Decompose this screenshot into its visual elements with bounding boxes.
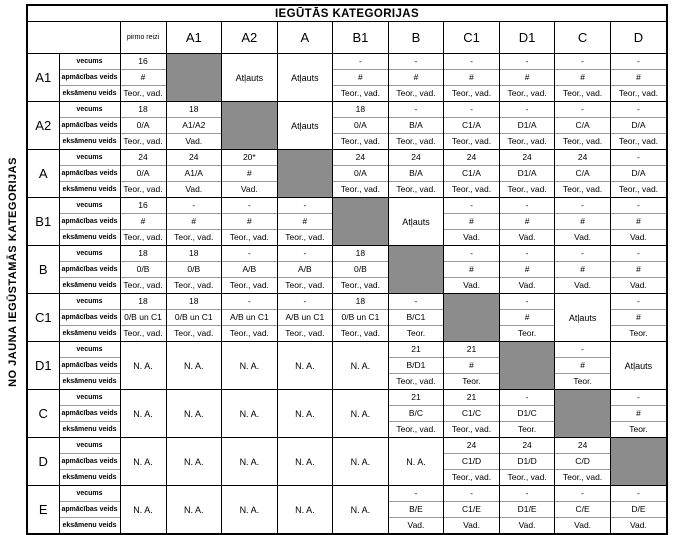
cell-a-pirmo-reizi: 24 <box>120 150 166 166</box>
cell-a-c: C/A <box>555 166 611 182</box>
sub-row-label: apmācības veids <box>59 454 120 470</box>
cell-d1-b: 21 <box>388 342 444 358</box>
cell-c1-b1: Teor., vad. <box>333 326 389 342</box>
na-cell-d1-a1: N. A. <box>166 342 222 390</box>
cell-a-d: D/A <box>610 166 666 182</box>
cell-c1-pirmo-reizi: 0/B un C1 <box>120 310 166 326</box>
cell-a1-c: # <box>555 70 611 86</box>
cell-b1-c1: - <box>444 198 500 214</box>
sub-row-label: apmācības veids <box>59 166 120 182</box>
cell-a2-d: Teor., vad. <box>610 134 666 150</box>
cell-a-d1: Teor., vad. <box>499 182 555 198</box>
cell-d-d1: 24 <box>499 438 555 454</box>
cell-e-c: C/E <box>555 502 611 518</box>
row-label-a: A <box>28 150 59 198</box>
cell-b-a: A/B <box>277 262 333 278</box>
na-cell-d-a: N. A. <box>277 438 333 486</box>
cell-a1-b1: - <box>333 54 389 70</box>
sub-row-label: eksāmenu veids <box>59 470 120 486</box>
cell-c1-b: - <box>388 294 444 310</box>
left-axis-label: NO JAUNA IEGŪSTAMĀS KATEGORIJAS <box>7 157 19 387</box>
cell-a-d: Teor., vad. <box>610 182 666 198</box>
cell-a2-a1: Vad. <box>166 134 222 150</box>
cell-a1-d: - <box>610 54 666 70</box>
cell-b-pirmo-reizi: 18 <box>120 246 166 262</box>
cell-b1-pirmo-reizi: Teor., vad. <box>120 230 166 246</box>
sub-row-label: eksāmenu veids <box>59 278 120 294</box>
cell-d-c1: C1/D <box>444 454 500 470</box>
cell-a2-c1: C1/A <box>444 118 500 134</box>
cell-c-b: 21 <box>388 390 444 406</box>
cell-a2-b1: 0/A <box>333 118 389 134</box>
cell-a2-b1: Teor., vad. <box>333 134 389 150</box>
blocked-cell-c-c <box>555 390 611 438</box>
sub-row-label: vecums <box>59 198 120 214</box>
row-label-d1: D1 <box>28 342 59 390</box>
cell-c1-a1: Teor., vad. <box>166 326 222 342</box>
na-cell-c-pirmo-reizi: N. A. <box>120 390 166 438</box>
cell-b1-pirmo-reizi: 16 <box>120 198 166 214</box>
cell-d1-c1: Teor. <box>444 374 500 390</box>
cell-e-d: - <box>610 486 666 502</box>
cell-a-c: Teor., vad. <box>555 182 611 198</box>
cell-a1-d1: Teor., vad. <box>499 86 555 102</box>
cell-c1-a2: A/B un C1 <box>222 310 278 326</box>
cell-c-c1: Teor., vad. <box>444 422 500 438</box>
cell-c-d: - <box>610 390 666 406</box>
column-header-a: A <box>277 22 333 54</box>
cell-b1-d1: Vad. <box>499 230 555 246</box>
cell-a-d: - <box>610 150 666 166</box>
sub-row-label: vecums <box>59 294 120 310</box>
cell-e-b: Vad. <box>388 518 444 534</box>
cell-a1-d1: - <box>499 54 555 70</box>
na-cell-e-a: N. A. <box>277 486 333 534</box>
column-header-d1: D1 <box>499 22 555 54</box>
cell-b-d1: # <box>499 262 555 278</box>
allowed-cell-b1-b: Atļauts <box>388 198 444 246</box>
cell-c1-d: # <box>610 310 666 326</box>
sub-row-label: apmācības veids <box>59 262 120 278</box>
cell-d-d1: D1/D <box>499 454 555 470</box>
cell-b-c1: Vad. <box>444 278 500 294</box>
cell-b-d1: - <box>499 246 555 262</box>
cell-e-d1: - <box>499 486 555 502</box>
cell-c-d: # <box>610 406 666 422</box>
cell-b1-c1: # <box>444 214 500 230</box>
cell-a-b1: 0/A <box>333 166 389 182</box>
category-table <box>28 22 666 533</box>
cell-a2-a1: 18 <box>166 102 222 118</box>
cell-b-d: Vad. <box>610 278 666 294</box>
blocked-cell-b-b <box>388 246 444 294</box>
cell-c1-a2: - <box>222 294 278 310</box>
cell-b-c: Vad. <box>555 278 611 294</box>
cell-a2-c1: - <box>444 102 500 118</box>
cell-b1-c: Vad. <box>555 230 611 246</box>
cell-d-d1: Teor., vad. <box>499 470 555 486</box>
cell-b-pirmo-reizi: 0/B <box>120 262 166 278</box>
cell-a-d1: 24 <box>499 150 555 166</box>
column-header-d: D <box>610 22 666 54</box>
na-cell-c-b1: N. A. <box>333 390 389 438</box>
column-header-b1: B1 <box>333 22 389 54</box>
cell-d1-c: Teor. <box>555 374 611 390</box>
cell-a-c1: 24 <box>444 150 500 166</box>
cell-a1-c1: # <box>444 70 500 86</box>
cell-c1-a1: 0/B un C1 <box>166 310 222 326</box>
blocked-cell-a-a <box>277 150 333 198</box>
allowed-cell-d1-d: Atļauts <box>610 342 666 390</box>
na-cell-d-b: N. A. <box>388 438 444 486</box>
row-label-c1: C1 <box>28 294 59 342</box>
row-label-d: D <box>28 438 59 486</box>
na-cell-e-b1: N. A. <box>333 486 389 534</box>
cell-a-a1: A1/A <box>166 166 222 182</box>
blocked-cell-c1-c1 <box>444 294 500 342</box>
na-cell-c-a1: N. A. <box>166 390 222 438</box>
cell-e-c: Vad. <box>555 518 611 534</box>
cell-d1-c1: 21 <box>444 342 500 358</box>
cell-a2-a1: A1/A2 <box>166 118 222 134</box>
na-cell-e-a1: N. A. <box>166 486 222 534</box>
cell-b-c: # <box>555 262 611 278</box>
cell-a1-d1: # <box>499 70 555 86</box>
cell-a-d1: D1/A <box>499 166 555 182</box>
cell-c1-b1: 18 <box>333 294 389 310</box>
blocked-cell-a1-a1 <box>166 54 222 102</box>
cell-a1-c: - <box>555 54 611 70</box>
cell-a-c1: C1/A <box>444 166 500 182</box>
na-cell-d-a1: N. A. <box>166 438 222 486</box>
cell-c-d1: Teor. <box>499 422 555 438</box>
cell-c-d1: D1/C <box>499 406 555 422</box>
cell-a1-b1: # <box>333 70 389 86</box>
cell-a1-d: # <box>610 70 666 86</box>
cell-b1-d: - <box>610 198 666 214</box>
column-header-pirmo-reizi: pirmo reizi <box>120 22 166 54</box>
sub-row-label: eksāmenu veids <box>59 230 120 246</box>
cell-e-b: - <box>388 486 444 502</box>
cell-c-b: B/C <box>388 406 444 422</box>
cell-b1-a: - <box>277 198 333 214</box>
cell-a2-pirmo-reizi: 18 <box>120 102 166 118</box>
cell-b1-a1: # <box>166 214 222 230</box>
cell-a2-b: Teor., vad. <box>388 134 444 150</box>
sub-row-label: apmācības veids <box>59 214 120 230</box>
allowed-cell-a1-a2: Atļauts <box>222 54 278 102</box>
cell-c1-b: Teor. <box>388 326 444 342</box>
cell-c1-b: B/C1 <box>388 310 444 326</box>
sub-row-label: apmācības veids <box>59 502 120 518</box>
cell-a2-d1: Teor., vad. <box>499 134 555 150</box>
cell-b-a1: 0/B <box>166 262 222 278</box>
cell-c1-pirmo-reizi: 18 <box>120 294 166 310</box>
cell-a-b: Teor., vad. <box>388 182 444 198</box>
cell-b1-c: # <box>555 214 611 230</box>
cell-b1-a1: - <box>166 198 222 214</box>
blocked-cell-d-d <box>610 438 666 486</box>
row-label-b1: B1 <box>28 198 59 246</box>
cell-a-a1: 24 <box>166 150 222 166</box>
cell-b1-d: Vad. <box>610 230 666 246</box>
cell-d1-c1: # <box>444 358 500 374</box>
cell-b-a2: - <box>222 246 278 262</box>
cell-a-a2: # <box>222 166 278 182</box>
cell-b1-c: - <box>555 198 611 214</box>
cell-b-a2: Teor., vad. <box>222 278 278 294</box>
sub-row-label: eksāmenu veids <box>59 518 120 534</box>
cell-a-c: 24 <box>555 150 611 166</box>
cell-c-b: Teor., vad. <box>388 422 444 438</box>
sub-row-label: eksāmenu veids <box>59 134 120 150</box>
cell-b-d: # <box>610 262 666 278</box>
cell-b1-a: # <box>277 214 333 230</box>
column-header-b: B <box>388 22 444 54</box>
na-cell-d1-b1: N. A. <box>333 342 389 390</box>
cell-a-b1: 24 <box>333 150 389 166</box>
sub-row-label: vecums <box>59 150 120 166</box>
cell-a1-b: Teor., vad. <box>388 86 444 102</box>
na-cell-e-a2: N. A. <box>222 486 278 534</box>
cell-a2-c: C/A <box>555 118 611 134</box>
cell-b-a: Teor., vad. <box>277 278 333 294</box>
cell-e-c1: Vad. <box>444 518 500 534</box>
cell-c1-d1: # <box>499 310 555 326</box>
cell-b-b1: Teor., vad. <box>333 278 389 294</box>
row-label-b: B <box>28 246 59 294</box>
cell-a2-d: D/A <box>610 118 666 134</box>
table-wrapper <box>26 4 668 535</box>
sub-row-label: apmācības veids <box>59 70 120 86</box>
cell-d-c: 24 <box>555 438 611 454</box>
cell-a1-pirmo-reizi: Teor., vad. <box>120 86 166 102</box>
na-cell-d1-a: N. A. <box>277 342 333 390</box>
cell-a2-d1: - <box>499 102 555 118</box>
cell-b-a1: Teor., vad. <box>166 278 222 294</box>
sub-row-label: eksāmenu veids <box>59 182 120 198</box>
cell-a1-d: Teor., vad. <box>610 86 666 102</box>
cell-a2-pirmo-reizi: 0/A <box>120 118 166 134</box>
cell-a2-pirmo-reizi: Teor., vad. <box>120 134 166 150</box>
table-head <box>28 22 666 54</box>
column-header-c: C <box>555 22 611 54</box>
cell-a-b1: Teor., vad. <box>333 182 389 198</box>
sub-row-label: eksāmenu veids <box>59 86 120 102</box>
cell-d-c1: Teor., vad. <box>444 470 500 486</box>
cell-e-c1: - <box>444 486 500 502</box>
cell-c1-a2: Teor., vad. <box>222 326 278 342</box>
na-cell-d-b1: N. A. <box>333 438 389 486</box>
cell-b-b1: 18 <box>333 246 389 262</box>
cell-a2-b1: 18 <box>333 102 389 118</box>
cell-a2-d1: D1/A <box>499 118 555 134</box>
cell-a2-c1: Teor., vad. <box>444 134 500 150</box>
cell-c1-a: A/B un C1 <box>277 310 333 326</box>
cell-e-d1: Vad. <box>499 518 555 534</box>
cell-b1-a2: - <box>222 198 278 214</box>
cell-a2-d: - <box>610 102 666 118</box>
cell-b-c: - <box>555 246 611 262</box>
column-header-a1: A1 <box>166 22 222 54</box>
cell-b-a2: A/B <box>222 262 278 278</box>
cell-d1-b: B/D1 <box>388 358 444 374</box>
cell-b-d: - <box>610 246 666 262</box>
allowed-cell-a1-a: Atļauts <box>277 54 333 102</box>
cell-b-d1: Vad. <box>499 278 555 294</box>
cell-c1-a: Teor., vad. <box>277 326 333 342</box>
cell-a1-pirmo-reizi: 16 <box>120 54 166 70</box>
cell-c1-d: Teor. <box>610 326 666 342</box>
cell-d1-c: # <box>555 358 611 374</box>
cell-b-a1: 18 <box>166 246 222 262</box>
cell-c-c1: C1/C <box>444 406 500 422</box>
blocked-cell-b1-b1 <box>333 198 389 246</box>
row-label-e: E <box>28 486 59 534</box>
sub-row-label: vecums <box>59 54 120 70</box>
cell-a2-b: B/A <box>388 118 444 134</box>
sub-row-label: vecums <box>59 438 120 454</box>
na-cell-c-a2: N. A. <box>222 390 278 438</box>
na-cell-e-pirmo-reizi: N. A. <box>120 486 166 534</box>
cell-c-c1: 21 <box>444 390 500 406</box>
sub-row-label: eksāmenu veids <box>59 422 120 438</box>
cell-e-c: - <box>555 486 611 502</box>
cell-e-d: D/E <box>610 502 666 518</box>
cell-d1-b: Teor., vad. <box>388 374 444 390</box>
column-header-c1: C1 <box>444 22 500 54</box>
cell-a2-c: Teor., vad. <box>555 134 611 150</box>
table-title: IEGŪTĀS KATEGORIJAS <box>28 6 666 22</box>
cell-c-d: Teor. <box>610 422 666 438</box>
cell-a1-pirmo-reizi: # <box>120 70 166 86</box>
sub-row-label: vecums <box>59 246 120 262</box>
allowed-cell-c1-c: Atļauts <box>555 294 611 342</box>
cell-c1-a1: 18 <box>166 294 222 310</box>
cell-a1-b: - <box>388 54 444 70</box>
cell-a-pirmo-reizi: 0/A <box>120 166 166 182</box>
blocked-cell-a2-a2 <box>222 102 278 150</box>
cell-c1-d1: Teor. <box>499 326 555 342</box>
cell-b1-c1: Vad. <box>444 230 500 246</box>
cell-d-c1: 24 <box>444 438 500 454</box>
cell-a1-b1: Teor., vad. <box>333 86 389 102</box>
cell-b-b1: 0/B <box>333 262 389 278</box>
cell-a1-c1: Teor., vad. <box>444 86 500 102</box>
sub-row-label: eksāmenu veids <box>59 374 120 390</box>
na-cell-d-a2: N. A. <box>222 438 278 486</box>
cell-b1-d: # <box>610 214 666 230</box>
sub-row-label: apmācības veids <box>59 358 120 374</box>
cell-b1-d1: # <box>499 214 555 230</box>
cell-e-d1: D1/E <box>499 502 555 518</box>
row-label-a2: A2 <box>28 102 59 150</box>
row-label-c: C <box>28 390 59 438</box>
cell-a1-c: Teor., vad. <box>555 86 611 102</box>
cell-a-b: B/A <box>388 166 444 182</box>
cell-d-c: Teor., vad. <box>555 470 611 486</box>
sub-row-label: apmācības veids <box>59 310 120 326</box>
cell-a2-b: - <box>388 102 444 118</box>
cell-e-b: B/E <box>388 502 444 518</box>
cell-b1-d1: - <box>499 198 555 214</box>
sub-row-label: apmācības veids <box>59 406 120 422</box>
sub-row-label: vecums <box>59 486 120 502</box>
cell-a1-c1: - <box>444 54 500 70</box>
cell-c1-b1: 0/B un C1 <box>333 310 389 326</box>
blocked-cell-d1-d1 <box>499 342 555 390</box>
cell-c-d1: - <box>499 390 555 406</box>
cell-a-pirmo-reizi: Teor., vad. <box>120 182 166 198</box>
cell-a1-b: # <box>388 70 444 86</box>
column-header-a2: A2 <box>222 22 278 54</box>
sub-row-label: eksāmenu veids <box>59 326 120 342</box>
sub-row-label: vecums <box>59 390 120 406</box>
cell-b-c1: # <box>444 262 500 278</box>
cell-e-c1: C1/E <box>444 502 500 518</box>
cell-b-c1: - <box>444 246 500 262</box>
na-cell-d-pirmo-reizi: N. A. <box>120 438 166 486</box>
cell-b1-a1: Teor., vad. <box>166 230 222 246</box>
allowed-cell-a2-a: Atļauts <box>277 102 333 150</box>
cell-d1-c: - <box>555 342 611 358</box>
cell-a-a2: 20* <box>222 150 278 166</box>
table-body <box>28 54 666 534</box>
cell-c1-pirmo-reizi: Teor., vad. <box>120 326 166 342</box>
cell-b1-a: Teor., vad. <box>277 230 333 246</box>
cell-b1-pirmo-reizi: # <box>120 214 166 230</box>
cell-a-c1: Teor., vad. <box>444 182 500 198</box>
na-cell-d1-pirmo-reizi: N. A. <box>120 342 166 390</box>
corner-cell <box>28 22 120 54</box>
sub-row-label: apmācības veids <box>59 118 120 134</box>
cell-b-pirmo-reizi: Teor., vad. <box>120 278 166 294</box>
cell-c1-a: - <box>277 294 333 310</box>
cell-c1-d1: - <box>499 294 555 310</box>
cell-a2-c: - <box>555 102 611 118</box>
cell-a-b: 24 <box>388 150 444 166</box>
na-cell-c-a: N. A. <box>277 390 333 438</box>
sub-row-label: vecums <box>59 102 120 118</box>
cell-b1-a2: # <box>222 214 278 230</box>
row-label-a1: A1 <box>28 54 59 102</box>
cell-c1-d: - <box>610 294 666 310</box>
sub-row-label: vecums <box>59 342 120 358</box>
na-cell-d1-a2: N. A. <box>222 342 278 390</box>
cell-e-d: Vad. <box>610 518 666 534</box>
cell-a-a2: Vad. <box>222 182 278 198</box>
cell-a-a1: Vad. <box>166 182 222 198</box>
cell-b-a: - <box>277 246 333 262</box>
cell-d-c: C/D <box>555 454 611 470</box>
cell-b1-a2: Teor., vad. <box>222 230 278 246</box>
